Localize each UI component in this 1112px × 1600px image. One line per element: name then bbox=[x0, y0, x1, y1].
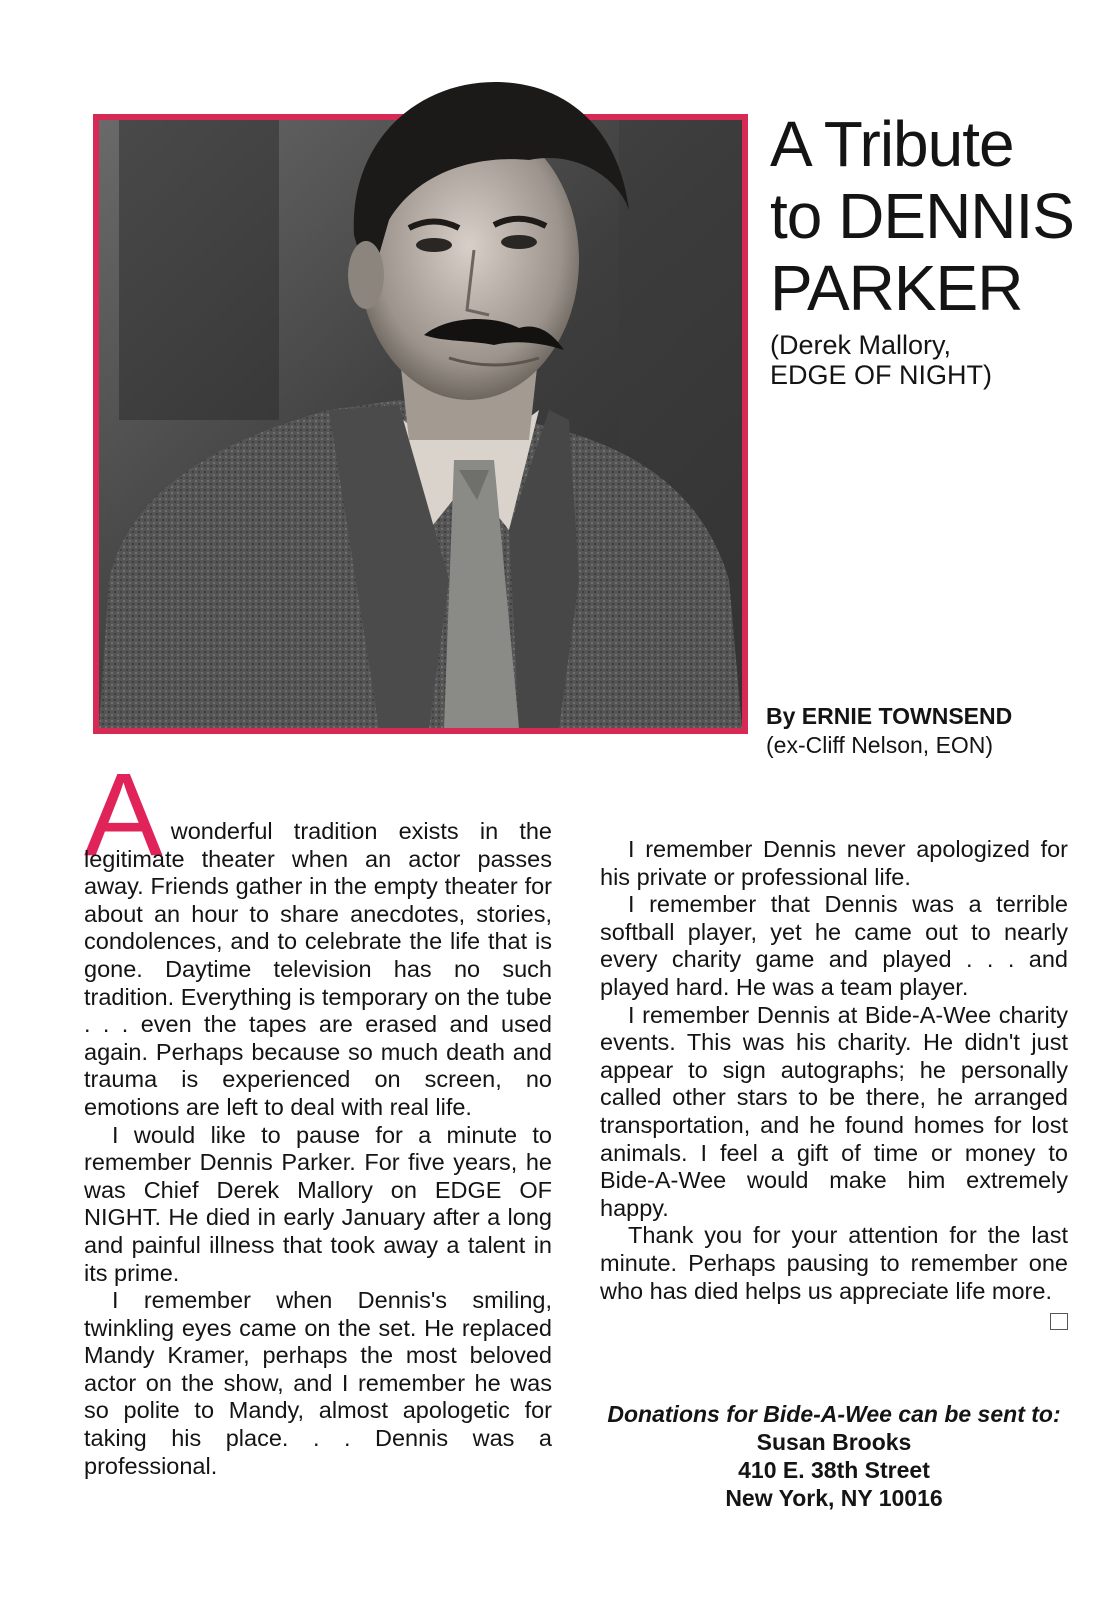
headline-line-3: PARKER bbox=[770, 252, 1023, 324]
drop-cap: A bbox=[84, 749, 163, 881]
headline-line-2: to DENNIS bbox=[770, 180, 1074, 252]
donations-name: Susan Brooks bbox=[756, 1429, 912, 1455]
donations-street: 410 E. 38th Street bbox=[738, 1457, 930, 1483]
paragraph-3: I remember when Dennis's smiling, twinkling eyes came on the set. He replaced Mandy Kramer, perhaps the most beloved actor on the show, and I remember he was so polite to Mandy, almost apologetic for taking his place. . . Dennis was a professional. bbox=[84, 1287, 552, 1479]
paragraph-4: I remember Dennis never apologized for his private or professional life. bbox=[600, 836, 1068, 890]
article-column-left bbox=[84, 749, 552, 1480]
paragraph-7-text: Thank you for your attention for the last minute. Perhaps pausing to remember one who has died helps us appreciate life more. bbox=[600, 1222, 1068, 1304]
byline bbox=[766, 702, 1106, 760]
article-headline bbox=[770, 108, 1100, 324]
donations-city: New York, NY 10016 bbox=[725, 1485, 943, 1511]
paragraph-5: I remember that Dennis was a terrible softball player, yet he came out to nearly every charity game and played . . . and played hard. He was a team player. bbox=[600, 891, 1068, 1000]
subtitle-line-1: (Derek Mallory, bbox=[770, 330, 952, 360]
article-subtitle bbox=[770, 330, 1100, 390]
photo-frame bbox=[93, 114, 748, 734]
article-column-right bbox=[600, 836, 1068, 1330]
byline-prefix: By bbox=[766, 703, 796, 729]
paragraph-7 bbox=[600, 1222, 1068, 1305]
byline-author: ERNIE TOWNSEND bbox=[801, 703, 1013, 729]
end-mark-icon bbox=[1050, 1313, 1068, 1330]
portrait-photo bbox=[99, 60, 742, 728]
headline-line-1: A Tribute bbox=[770, 108, 1014, 180]
paragraph-1 bbox=[84, 749, 552, 1122]
paragraph-1-text: wonderful tradition exists in the legitimate theater when an actor passes away. Friends gather in the empty theater for about an hour to share anecdotes, stories, condolences, and to celebrate the life that is gone. Daytime television has no such tradition. Everything is temporary on the tube . . . even the tapes are erased and used again. Perhaps because so much death and trauma is experienced on screen, no emotions are left to deal with real life. bbox=[84, 818, 552, 1120]
subtitle-line-2: EDGE OF NIGHT) bbox=[770, 360, 992, 390]
paragraph-6: I remember Dennis at Bide-A-Wee charity events. This was his charity. He didn't just appear to sign autographs; he personally called other stars to be there, he arranged transportation, and he found homes for lost animals. I feel a gift of time or money to Bide-A-Wee would make him extremely happy. bbox=[600, 1001, 1068, 1221]
donations-info bbox=[598, 1400, 1070, 1512]
byline-credit: (ex-Cliff Nelson, EON) bbox=[766, 732, 994, 758]
paragraph-2: I would like to pause for a minute to remember Dennis Parker. For five years, he was Chief Derek Mallory on EDGE OF NIGHT. He died in early January after a long and painful illness that took away a talent in its prime. bbox=[84, 1121, 552, 1286]
donations-lead: Donations for Bide-A-Wee can be sent to: bbox=[607, 1401, 1061, 1427]
